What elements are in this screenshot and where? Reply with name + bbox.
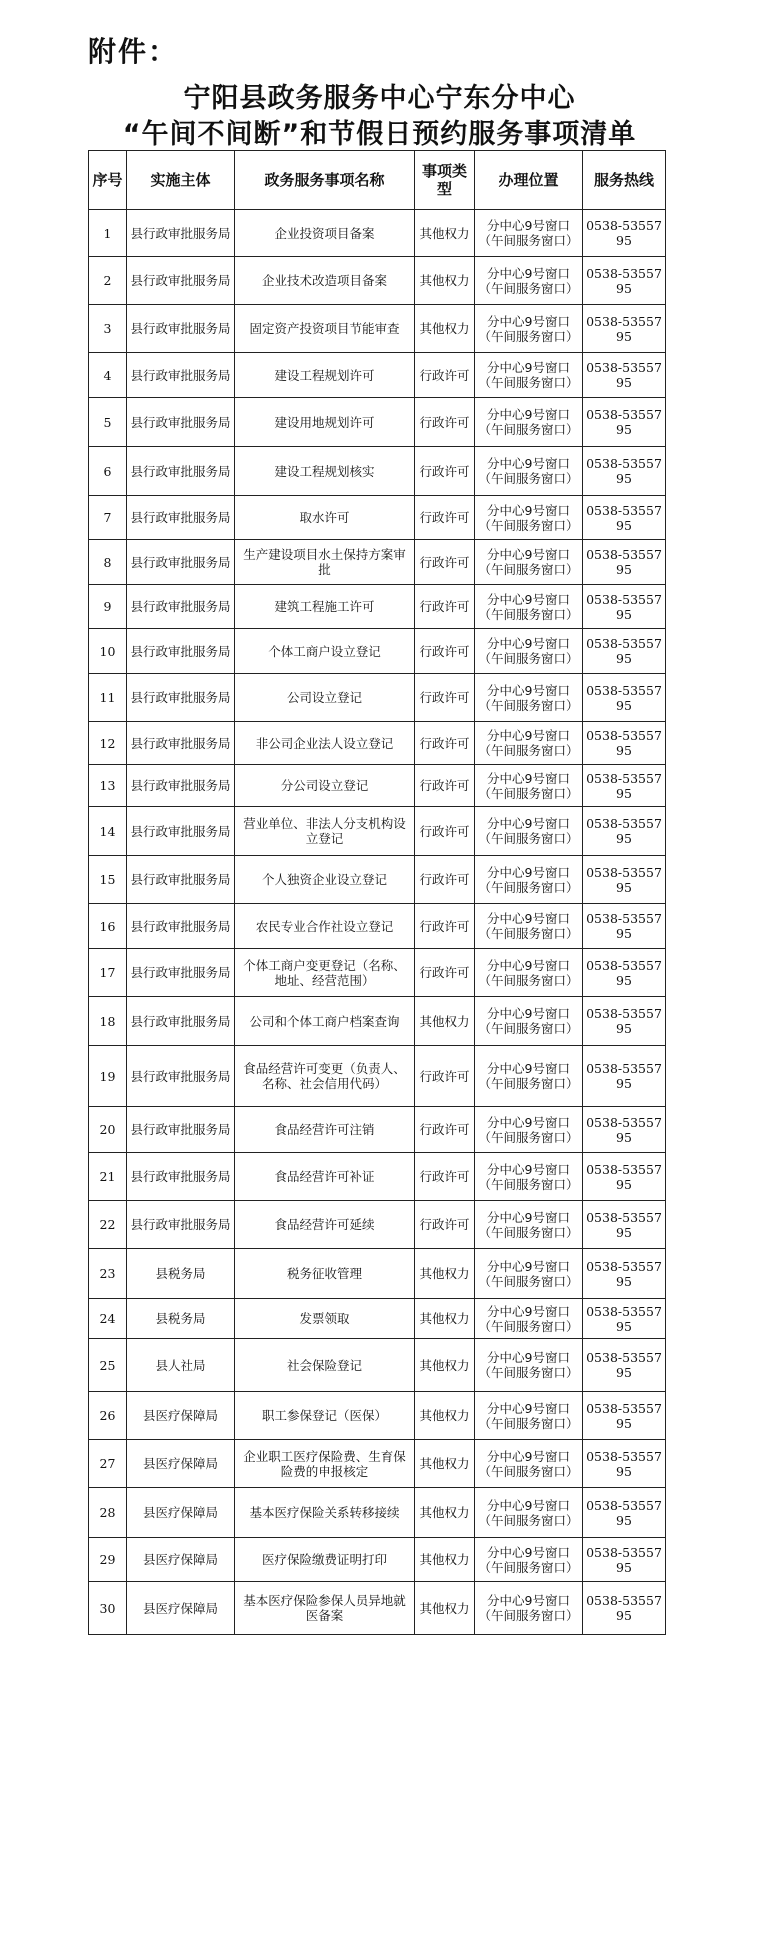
- location-cell: 分中心9号窗口（午间服务窗口）: [475, 997, 583, 1046]
- table-row: [89, 1107, 666, 1153]
- location-cell: 分中心9号窗口（午间服务窗口）: [475, 585, 583, 629]
- hotline-cell: 0538-5355795: [583, 447, 666, 496]
- item-type-cell: 行政许可: [415, 540, 475, 585]
- service-name-cell: 食品经营许可补证: [235, 1153, 415, 1201]
- organization-cell: 县税务局: [127, 1249, 235, 1299]
- hotline-cell: 0538-5355795: [583, 1538, 666, 1582]
- row-number: 10: [89, 629, 127, 674]
- hotline-cell: 0538-5355795: [583, 1153, 666, 1201]
- table-row: [89, 1153, 666, 1201]
- item-type-cell: 行政许可: [415, 856, 475, 904]
- organization-cell: 县行政审批服务局: [127, 1153, 235, 1201]
- organization-cell: 县行政审批服务局: [127, 997, 235, 1046]
- location-cell: 分中心9号窗口（午间服务窗口）: [475, 1488, 583, 1538]
- service-name-cell: 建筑工程施工许可: [235, 585, 415, 629]
- service-name-cell: 建设用地规划许可: [235, 398, 415, 447]
- row-number: 28: [89, 1488, 127, 1538]
- row-number: 8: [89, 540, 127, 585]
- location-cell: 分中心9号窗口（午间服务窗口）: [475, 1046, 583, 1107]
- service-name-cell: 公司和个体工商户档案查询: [235, 997, 415, 1046]
- table-row: [89, 722, 666, 765]
- row-number: 6: [89, 447, 127, 496]
- organization-cell: 县医疗保障局: [127, 1488, 235, 1538]
- service-name-cell: 公司设立登记: [235, 674, 415, 722]
- location-cell: 分中心9号窗口（午间服务窗口）: [475, 305, 583, 353]
- location-cell: 分中心9号窗口（午间服务窗口）: [475, 856, 583, 904]
- document-title-line2: “午间不间断”和节假日预约服务事项清单: [122, 119, 637, 150]
- row-number: 15: [89, 856, 127, 904]
- location-cell: 分中心9号窗口（午间服务窗口）: [475, 1392, 583, 1440]
- column-header-service-name: 政务服务事项名称: [235, 151, 415, 210]
- row-number: 7: [89, 496, 127, 540]
- table-row: [89, 1392, 666, 1440]
- location-cell: 分中心9号窗口（午间服务窗口）: [475, 353, 583, 398]
- item-type-cell: 行政许可: [415, 1107, 475, 1153]
- organization-cell: 县行政审批服务局: [127, 1046, 235, 1107]
- location-cell: 分中心9号窗口（午间服务窗口）: [475, 496, 583, 540]
- location-cell: 分中心9号窗口（午间服务窗口）: [475, 807, 583, 856]
- hotline-cell: 0538-5355795: [583, 949, 666, 997]
- service-name-cell: 农民专业合作社设立登记: [235, 904, 415, 949]
- item-type-cell: 行政许可: [415, 1046, 475, 1107]
- column-header-number: 序号: [89, 151, 127, 210]
- service-name-cell: 非公司企业法人设立登记: [235, 722, 415, 765]
- table-row: [89, 1046, 666, 1107]
- item-type-cell: 其他权力: [415, 1440, 475, 1488]
- table-row: [89, 1299, 666, 1339]
- service-name-cell: 基本医疗保险关系转移接续: [235, 1488, 415, 1538]
- organization-cell: 县行政审批服务局: [127, 949, 235, 997]
- organization-cell: 县行政审批服务局: [127, 210, 235, 257]
- organization-cell: 县医疗保障局: [127, 1538, 235, 1582]
- hotline-cell: 0538-5355795: [583, 997, 666, 1046]
- table-row: [89, 353, 666, 398]
- organization-cell: 县行政审批服务局: [127, 305, 235, 353]
- row-number: 1: [89, 210, 127, 257]
- location-cell: 分中心9号窗口（午间服务窗口）: [475, 722, 583, 765]
- service-name-cell: 固定资产投资项目节能审查: [235, 305, 415, 353]
- row-number: 23: [89, 1249, 127, 1299]
- table-row: [89, 765, 666, 807]
- row-number: 13: [89, 765, 127, 807]
- column-header-hotline: 服务热线: [583, 151, 666, 210]
- service-name-cell: 企业技术改造项目备案: [235, 257, 415, 305]
- row-number: 29: [89, 1538, 127, 1582]
- location-cell: 分中心9号窗口（午间服务窗口）: [475, 904, 583, 949]
- table-row: [89, 807, 666, 856]
- table-row: [89, 904, 666, 949]
- column-header-organization: 实施主体: [127, 151, 235, 210]
- hotline-cell: 0538-5355795: [583, 1440, 666, 1488]
- row-number: 9: [89, 585, 127, 629]
- service-name-cell: 食品经营许可延续: [235, 1201, 415, 1249]
- row-number: 30: [89, 1582, 127, 1635]
- hotline-cell: 0538-5355795: [583, 807, 666, 856]
- hotline-cell: 0538-5355795: [583, 585, 666, 629]
- table-body: [89, 210, 666, 1635]
- hotline-cell: 0538-5355795: [583, 496, 666, 540]
- hotline-cell: 0538-5355795: [583, 674, 666, 722]
- row-number: 24: [89, 1299, 127, 1339]
- row-number: 21: [89, 1153, 127, 1201]
- table-row: [89, 1249, 666, 1299]
- row-number: 14: [89, 807, 127, 856]
- organization-cell: 县行政审批服务局: [127, 585, 235, 629]
- hotline-cell: 0538-5355795: [583, 305, 666, 353]
- service-name-cell: 建设工程规划核实: [235, 447, 415, 496]
- hotline-cell: 0538-5355795: [583, 1582, 666, 1635]
- organization-cell: 县行政审批服务局: [127, 447, 235, 496]
- item-type-cell: 其他权力: [415, 1538, 475, 1582]
- organization-cell: 县行政审批服务局: [127, 1107, 235, 1153]
- row-number: 26: [89, 1392, 127, 1440]
- item-type-cell: 行政许可: [415, 353, 475, 398]
- location-cell: 分中心9号窗口（午间服务窗口）: [475, 1249, 583, 1299]
- row-number: 27: [89, 1440, 127, 1488]
- item-type-cell: 其他权力: [415, 1582, 475, 1635]
- service-name-cell: 企业投资项目备案: [235, 210, 415, 257]
- service-name-cell: 基本医疗保险参保人员异地就医备案: [235, 1582, 415, 1635]
- organization-cell: 县人社局: [127, 1339, 235, 1392]
- hotline-cell: 0538-5355795: [583, 1107, 666, 1153]
- table-header-row: [89, 151, 666, 210]
- table-row: [89, 398, 666, 447]
- item-type-cell: 行政许可: [415, 765, 475, 807]
- table-row: [89, 540, 666, 585]
- service-name-cell: 税务征收管理: [235, 1249, 415, 1299]
- service-name-cell: 社会保险登记: [235, 1339, 415, 1392]
- organization-cell: 县行政审批服务局: [127, 904, 235, 949]
- item-type-cell: 行政许可: [415, 949, 475, 997]
- item-type-cell: 行政许可: [415, 398, 475, 447]
- location-cell: 分中心9号窗口（午间服务窗口）: [475, 1299, 583, 1339]
- table-row: [89, 1538, 666, 1582]
- table-row: [89, 1339, 666, 1392]
- table-row: [89, 1201, 666, 1249]
- row-number: 3: [89, 305, 127, 353]
- organization-cell: 县行政审批服务局: [127, 398, 235, 447]
- item-type-cell: 其他权力: [415, 210, 475, 257]
- column-header-location: 办理位置: [475, 151, 583, 210]
- row-number: 2: [89, 257, 127, 305]
- table-row: [89, 1582, 666, 1635]
- organization-cell: 县行政审批服务局: [127, 765, 235, 807]
- table-row: [89, 447, 666, 496]
- item-type-cell: 其他权力: [415, 1299, 475, 1339]
- location-cell: 分中心9号窗口（午间服务窗口）: [475, 210, 583, 257]
- location-cell: 分中心9号窗口（午间服务窗口）: [475, 1582, 583, 1635]
- service-name-cell: 生产建设项目水土保持方案审批: [235, 540, 415, 585]
- hotline-cell: 0538-5355795: [583, 856, 666, 904]
- location-cell: 分中心9号窗口（午间服务窗口）: [475, 1201, 583, 1249]
- organization-cell: 县行政审批服务局: [127, 722, 235, 765]
- table-row: [89, 1488, 666, 1538]
- service-name-cell: 医疗保险缴费证明打印: [235, 1538, 415, 1582]
- location-cell: 分中心9号窗口（午间服务窗口）: [475, 765, 583, 807]
- row-number: 12: [89, 722, 127, 765]
- organization-cell: 县行政审批服务局: [127, 807, 235, 856]
- location-cell: 分中心9号窗口（午间服务窗口）: [475, 540, 583, 585]
- item-type-cell: 行政许可: [415, 585, 475, 629]
- hotline-cell: 0538-5355795: [583, 1339, 666, 1392]
- service-name-cell: 发票领取: [235, 1299, 415, 1339]
- location-cell: 分中心9号窗口（午间服务窗口）: [475, 1107, 583, 1153]
- column-header-item-type: 事项类型: [415, 151, 475, 210]
- location-cell: 分中心9号窗口（午间服务窗口）: [475, 1440, 583, 1488]
- location-cell: 分中心9号窗口（午间服务窗口）: [475, 1153, 583, 1201]
- service-name-cell: 职工参保登记（医保）: [235, 1392, 415, 1440]
- table-row: [89, 496, 666, 540]
- hotline-cell: 0538-5355795: [583, 398, 666, 447]
- location-cell: 分中心9号窗口（午间服务窗口）: [475, 629, 583, 674]
- table-row: [89, 856, 666, 904]
- organization-cell: 县行政审批服务局: [127, 629, 235, 674]
- row-number: 4: [89, 353, 127, 398]
- service-name-cell: 取水许可: [235, 496, 415, 540]
- service-name-cell: 个体工商户设立登记: [235, 629, 415, 674]
- row-number: 22: [89, 1201, 127, 1249]
- organization-cell: 县行政审批服务局: [127, 496, 235, 540]
- attachment-label: 附件：: [88, 35, 179, 68]
- hotline-cell: 0538-5355795: [583, 1299, 666, 1339]
- item-type-cell: 其他权力: [415, 1488, 475, 1538]
- organization-cell: 县医疗保障局: [127, 1392, 235, 1440]
- item-type-cell: 行政许可: [415, 1153, 475, 1201]
- item-type-cell: 行政许可: [415, 496, 475, 540]
- hotline-cell: 0538-5355795: [583, 1249, 666, 1299]
- item-type-cell: 行政许可: [415, 807, 475, 856]
- row-number: 19: [89, 1046, 127, 1107]
- service-name-cell: 食品经营许可变更（负责人、名称、社会信用代码）: [235, 1046, 415, 1107]
- item-type-cell: 行政许可: [415, 722, 475, 765]
- item-type-cell: 其他权力: [415, 997, 475, 1046]
- document-title-line1: 宁阳县政务服务中心宁东分中心: [183, 83, 576, 114]
- service-name-cell: 个体工商户变更登记（名称、地址、经营范围）: [235, 949, 415, 997]
- hotline-cell: 0538-5355795: [583, 1392, 666, 1440]
- item-type-cell: 其他权力: [415, 1339, 475, 1392]
- row-number: 11: [89, 674, 127, 722]
- organization-cell: 县行政审批服务局: [127, 353, 235, 398]
- service-name-cell: 建设工程规划许可: [235, 353, 415, 398]
- service-items-table: [88, 150, 666, 1635]
- service-name-cell: 营业单位、非法人分支机构设立登记: [235, 807, 415, 856]
- table-row: [89, 674, 666, 722]
- table-row: [89, 997, 666, 1046]
- location-cell: 分中心9号窗口（午间服务窗口）: [475, 1538, 583, 1582]
- row-number: 25: [89, 1339, 127, 1392]
- row-number: 5: [89, 398, 127, 447]
- table-row: [89, 257, 666, 305]
- item-type-cell: 行政许可: [415, 447, 475, 496]
- service-name-cell: 个人独资企业设立登记: [235, 856, 415, 904]
- service-name-cell: 食品经营许可注销: [235, 1107, 415, 1153]
- row-number: 20: [89, 1107, 127, 1153]
- table-row: [89, 210, 666, 257]
- hotline-cell: 0538-5355795: [583, 765, 666, 807]
- table-row: [89, 585, 666, 629]
- location-cell: 分中心9号窗口（午间服务窗口）: [475, 257, 583, 305]
- organization-cell: 县行政审批服务局: [127, 257, 235, 305]
- hotline-cell: 0538-5355795: [583, 722, 666, 765]
- location-cell: 分中心9号窗口（午间服务窗口）: [475, 1339, 583, 1392]
- item-type-cell: 行政许可: [415, 1201, 475, 1249]
- row-number: 16: [89, 904, 127, 949]
- organization-cell: 县税务局: [127, 1299, 235, 1339]
- hotline-cell: 0538-5355795: [583, 904, 666, 949]
- hotline-cell: 0538-5355795: [583, 540, 666, 585]
- hotline-cell: 0538-5355795: [583, 1201, 666, 1249]
- item-type-cell: 其他权力: [415, 1249, 475, 1299]
- row-number: 17: [89, 949, 127, 997]
- table-row: [89, 949, 666, 997]
- item-type-cell: 行政许可: [415, 629, 475, 674]
- item-type-cell: 行政许可: [415, 904, 475, 949]
- table-row: [89, 1440, 666, 1488]
- item-type-cell: 其他权力: [415, 1392, 475, 1440]
- organization-cell: 县行政审批服务局: [127, 540, 235, 585]
- location-cell: 分中心9号窗口（午间服务窗口）: [475, 949, 583, 997]
- hotline-cell: 0538-5355795: [583, 1046, 666, 1107]
- location-cell: 分中心9号窗口（午间服务窗口）: [475, 674, 583, 722]
- organization-cell: 县行政审批服务局: [127, 674, 235, 722]
- organization-cell: 县医疗保障局: [127, 1440, 235, 1488]
- hotline-cell: 0538-5355795: [583, 257, 666, 305]
- row-number: 18: [89, 997, 127, 1046]
- organization-cell: 县医疗保障局: [127, 1582, 235, 1635]
- table-row: [89, 629, 666, 674]
- service-name-cell: 分公司设立登记: [235, 765, 415, 807]
- hotline-cell: 0538-5355795: [583, 210, 666, 257]
- item-type-cell: 其他权力: [415, 257, 475, 305]
- item-type-cell: 其他权力: [415, 305, 475, 353]
- item-type-cell: 行政许可: [415, 674, 475, 722]
- organization-cell: 县行政审批服务局: [127, 1201, 235, 1249]
- service-name-cell: 企业职工医疗保险费、生育保险费的申报核定: [235, 1440, 415, 1488]
- hotline-cell: 0538-5355795: [583, 1488, 666, 1538]
- hotline-cell: 0538-5355795: [583, 629, 666, 674]
- table-row: [89, 305, 666, 353]
- hotline-cell: 0538-5355795: [583, 353, 666, 398]
- location-cell: 分中心9号窗口（午间服务窗口）: [475, 398, 583, 447]
- location-cell: 分中心9号窗口（午间服务窗口）: [475, 447, 583, 496]
- organization-cell: 县行政审批服务局: [127, 856, 235, 904]
